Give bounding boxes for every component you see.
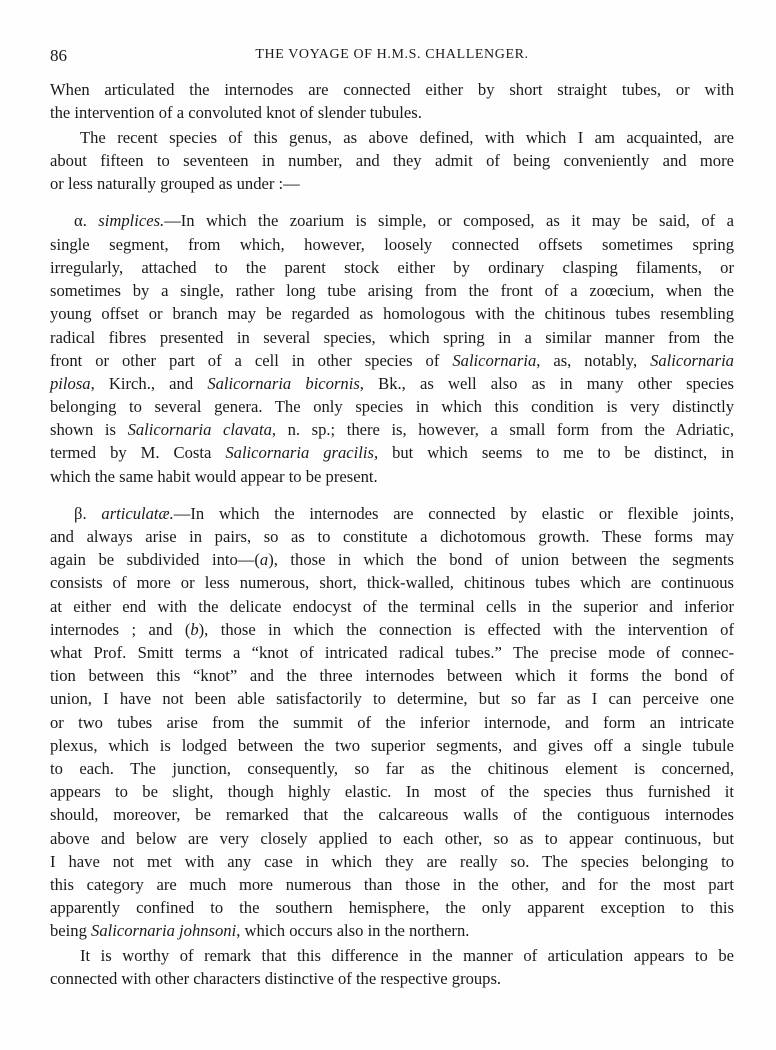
text-line: this category are much more numerous than those in the other, and for the most part [50,875,734,894]
text-line: connected with other characters distinctive of the respective groups. [50,969,502,988]
text-line: and always arise in pairs, so as to constitute a dichotomous growth. These forms may [50,527,734,546]
text-line: apparently confined to the southern hemisphere, the only apparent exception to this [50,898,734,917]
text-line: what Prof. Smitt terms a “knot of intricated radical tubes.” The precise mode of connec- [50,643,734,662]
text-line: plexus, which is lodged between the two superior segments, and gives off a single tubule [50,736,734,755]
text-line: pilosa, Kirch., and Salicornaria bicornis, Bk., as well also as in many other species [50,374,734,393]
text-line: tion between this “knot” and the three internodes between which it forms the bond of [50,666,734,685]
text-line: When articulated the internodes are connected either by short straight tubes, or with [50,80,734,99]
text-line: α. simplices.—In which the zoarium is simple, or composed, as it may be said, of a [74,211,734,230]
text-line: the intervention of a convoluted knot of slender tubules. [50,103,422,122]
running-title: THE VOYAGE OF H.M.S. CHALLENGER. [255,47,529,62]
text-line: to each. The junction, consequently, so far as the chitinous element is concerned, [50,759,734,778]
text-line: internodes ; and (b), those in which the connection is effected with the intervention of [50,620,734,639]
body-text [50,0,734,1050]
text-line: or less naturally grouped as under :— [50,174,300,193]
text-line: β. articulatæ.—In which the internodes are connected by elastic or flexible joints, [74,504,735,523]
text-line: or two tubes arise from the summit of the inferior internode, and form an intricate [50,713,734,732]
text-line: young offset or branch may be regarded as homologous with the chitinous tubes resembling [50,304,734,323]
text-line: radical fibres presented in several species, which spring in a similar manner from the [50,328,734,347]
text-line: which the same habit would appear to be present. [50,467,378,486]
text-line: should, moreover, be remarked that the calcareous walls of the contiguous internodes [50,805,734,824]
text-line: again be subdivided into—(a), those in which the bond of union between the segments [50,550,734,569]
text-line: sometimes by a single, rather long tube arising from the front of a zoœcium, when the [50,281,734,300]
text-line: above and below are very closely applied to each other, so as to appear continuous, but [50,829,734,848]
page-number: 86 [50,46,67,65]
text-line: termed by M. Costa Salicornaria gracilis, but which seems to me to be distinct, in [50,443,734,462]
text-line: about fifteen to seventeen in number, and they admit of being conveniently and more [50,151,734,170]
text-line: I have not met with any case in which they are really so. The species belonging to [50,852,734,871]
text-line: It is worthy of remark that this difference in the manner of articulation appears to be [80,946,734,965]
text-line: appears to be slight, though highly elastic. In most of the species thus furnished it [50,782,734,801]
text-line: union, I have not been able satisfactorily to determine, but so far as I can perceive one [50,689,734,708]
text-line: at either end with the delicate endocyst of the terminal cells in the superior and inferior [50,597,734,616]
text-line: front or other part of a cell in other species of Salicornaria, as, notably, Salicornaria [50,351,734,370]
text-line: single segment, from which, however, loosely connected offsets sometimes spring [50,235,734,254]
text-line: consists of more or less numerous, short, thick-walled, chitinous tubes which are continuous [50,573,734,592]
text-line: The recent species of this genus, as above defined, with which I am acquainted, are [80,128,734,147]
text-line: belonging to several genera. The only species in which this condition is very distinctly [50,397,734,416]
text-line: being Salicornaria johnsoni, which occurs also in the northern. [50,921,470,940]
text-line: irregularly, attached to the parent stock either by ordinary clasping filaments, or [50,258,734,277]
text-line: shown is Salicornaria clavata, n. sp.; there is, however, a small form from the Adriatic, [50,420,734,439]
